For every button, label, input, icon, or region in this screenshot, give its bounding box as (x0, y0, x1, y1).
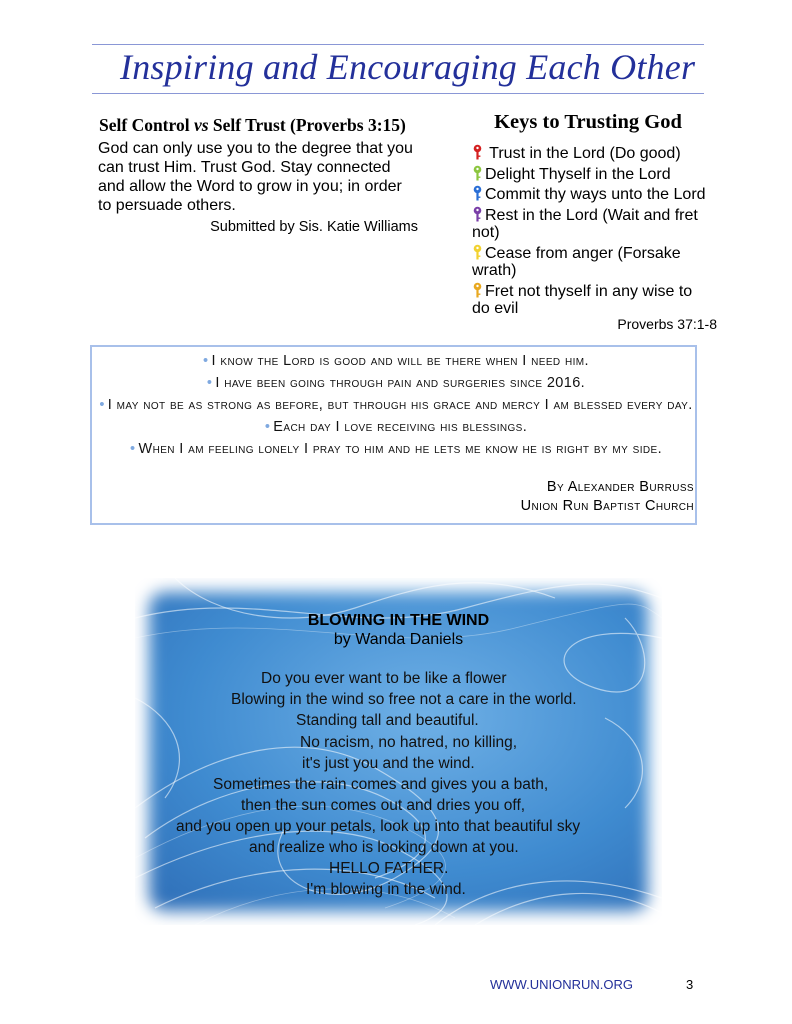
self-control-byline: Submitted by Sis. Katie Williams (210, 219, 418, 235)
testimony-line: • I have been going through pain and surgeries since 2016. (206, 375, 586, 391)
self-control-body: God can only use you to the degree that you can trust Him. Trust God. Stay connected and allow the Word to grow in you; in order to persuade others. (98, 140, 413, 214)
keys-title: Keys to Trusting God (494, 111, 682, 133)
page-title: Inspiring and Encouraging Each Other (120, 47, 696, 87)
key-item (472, 206, 708, 242)
bullet-icon: • (206, 375, 213, 391)
poem-title: BLOWING IN THE WIND (307, 612, 490, 629)
key-item (472, 244, 708, 280)
bullet-icon: • (130, 441, 136, 457)
poem-line: Sometimes the rain comes and gives you a bath, (213, 776, 549, 793)
testimony-line: • When I am feeling lonely I pray to him and he lets me know he is right by my side. (130, 441, 662, 457)
header-rule-top (92, 44, 704, 45)
key-item-text: Trust in the Lord (Do good) (485, 145, 681, 162)
key-item-text: Commit thy ways unto the Lord (485, 186, 706, 203)
footer-url[interactable]: WWW.UNIONRUN.ORG (490, 977, 633, 992)
poem-line: and realize who is looking down at you. (249, 839, 519, 856)
yellow-key-icon (472, 244, 483, 260)
testimony-line: • Each day I love receiving his blessings. (264, 419, 528, 435)
testimony-author: By Alexander Burruss (546, 479, 694, 495)
testimony-list (98, 352, 694, 462)
poem-line: Blowing in the wind so free not a care in the world. (231, 691, 577, 708)
self-control-title: Self Control vs Self Trust (Proverbs 3:15) (99, 115, 406, 135)
poem-line: No racism, no hatred, no killing, (300, 734, 518, 751)
testimony-signature (400, 478, 694, 516)
poem-author: by Wanda Daniels (333, 631, 464, 648)
testimony-line: • I may not be as strong as before, but through his grace and mercy I am blessed every day. (99, 397, 693, 413)
purple-key-icon (472, 206, 483, 222)
poem-line: Standing tall and beautiful. (296, 712, 479, 729)
key-item (472, 165, 708, 184)
header-rule-bottom (92, 93, 704, 94)
keys-list (472, 144, 708, 320)
keys-reference: Proverbs 37:1-8 (617, 316, 717, 332)
poem-line: HELLO FATHER. (329, 860, 449, 877)
bullet-icon: • (99, 397, 105, 413)
key-item-text: Fret not thyself in any wise to do evil (472, 282, 693, 317)
key-item-text: Rest in the Lord (Wait and fret not) (472, 206, 698, 241)
page-number: 3 (686, 977, 694, 992)
key-item (472, 282, 708, 318)
key-item (472, 144, 708, 163)
red-key-icon (472, 144, 483, 160)
poem-line: and you open up your petals, look up into that beautiful sky (176, 818, 581, 835)
key-item-text: Delight Thyself in the Lord (485, 165, 671, 183)
key-item (472, 185, 708, 204)
gold-key-icon (472, 282, 483, 298)
bullet-icon: • (203, 353, 209, 369)
green-key-icon (472, 165, 483, 181)
blue-key-icon (472, 185, 483, 201)
key-item-text: Cease from anger (Forsake wrath) (472, 244, 681, 279)
poem-line: it's just you and the wind. (302, 755, 475, 772)
bullet-icon: • (264, 419, 271, 435)
testimony-church: Union Run Baptist Church (520, 498, 694, 514)
testimony-line: • I know the Lord is good and will be there when I need him. (203, 353, 589, 369)
poem-line: then the sun comes out and dries you off, (241, 797, 526, 814)
poem-line: Do you ever want to be like a flower (261, 670, 507, 687)
poem-line: I'm blowing in the wind. (306, 881, 466, 898)
